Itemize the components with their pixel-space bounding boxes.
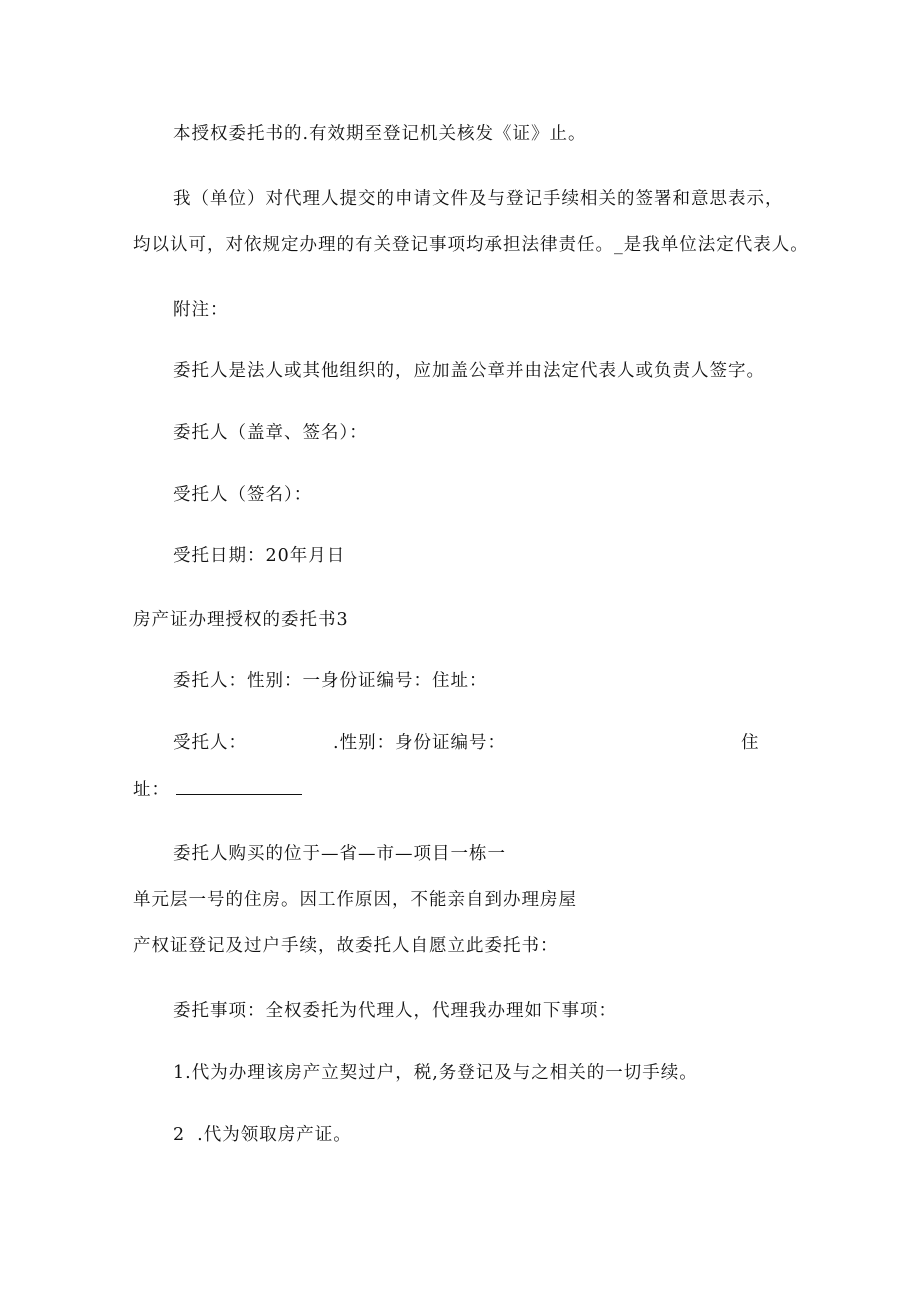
- property-line-1: 委托人购买的位于—省—市—项目一栋一: [173, 844, 506, 864]
- note-text: 委托人是法人或其他组织的，应加盖公章并由法定代表人或负责人签字。: [173, 361, 765, 381]
- agent-info-address-start: 住: [741, 733, 760, 753]
- note-title: 附注：: [173, 300, 229, 320]
- agent-info-gender-id: .性别：身份证编号：: [333, 733, 507, 753]
- agent-info-name: 受托人：: [173, 733, 247, 753]
- matter-item-2-number: 2: [173, 1125, 186, 1145]
- agent-info-address-label: 址：: [133, 780, 170, 800]
- agent-signature-line: 受托人（签名）：: [173, 485, 313, 505]
- principal-info-line: 委托人：性别：一身份证编号：住址：: [173, 671, 488, 691]
- matter-item-2-text: .代为领取房产证。: [197, 1125, 352, 1145]
- matter-item-2: [173, 1121, 352, 1146]
- principal-signature-line: 委托人（盖章、签名）：: [173, 423, 368, 443]
- section-title: 房产证办理授权的委托书3: [133, 610, 349, 630]
- address-blank-underline: [176, 780, 302, 795]
- validity-paragraph: 本授权委托书的.有效期至登记机关核发《证》止。: [173, 124, 587, 144]
- property-line-2: 单元层一号的住房。因工作原因，不能亲自到办理房屋: [133, 890, 577, 910]
- matter-item-1: 1.代为办理该房产立契过户，税,务登记及与之相关的一切手续。: [173, 1063, 698, 1083]
- agent-info-address-line: [133, 776, 302, 801]
- entrust-date-line: 受托日期：20年月日: [173, 546, 346, 566]
- acknowledgement-line-2: 均以认可，对依规定办理的有关登记事项均承担法律责任。_是我单位法定代表人。: [133, 235, 809, 255]
- entrusted-matters-line: 委托事项：全权委托为代理人，代理我办理如下事项：: [173, 1001, 617, 1021]
- property-line-3: 产权证登记及过户手续，故委托人自愿立此委托书：: [133, 936, 559, 956]
- acknowledgement-line-1: 我（单位）对代理人提交的申请文件及与登记手续相关的签署和意思表示，: [173, 189, 784, 209]
